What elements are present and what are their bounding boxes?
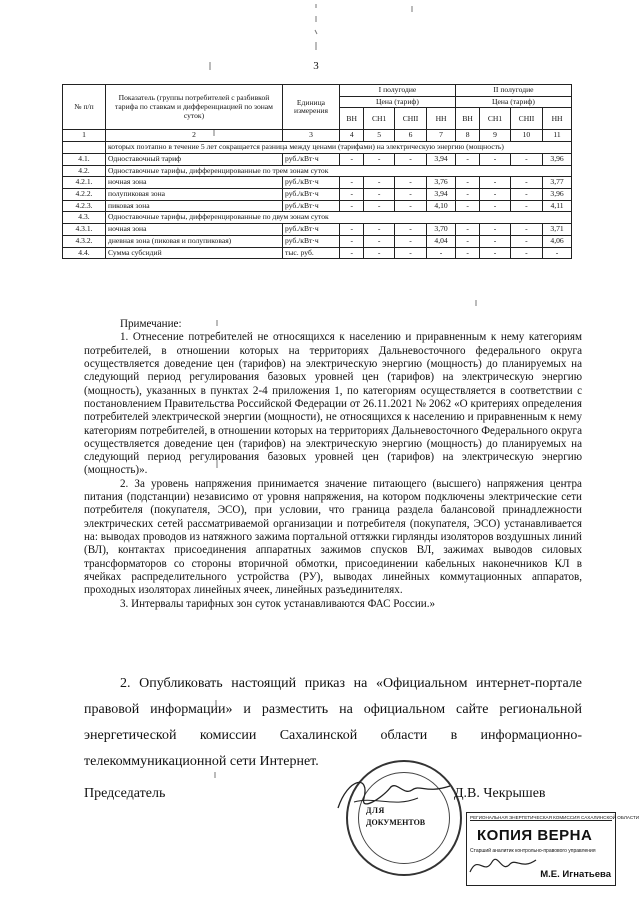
tariff-value: 3,96 [543,189,572,201]
table-row [63,200,572,212]
column-number: 8 [455,130,479,142]
tariff-value: 4,04 [427,235,456,247]
row-indicator: Сумма субсидий [106,247,283,259]
table-row [63,235,572,247]
col-header-indicator: Показатель (группы потребителей с разбивкой тарифа по ставкам и дифференциацией по зонам суток) [106,85,283,130]
intro-row [63,142,572,154]
row-unit: руб./кВт·ч [283,189,340,201]
stamp-organization: РЕГИОНАЛЬНАЯ ЭНЕРГЕТИЧЕСКАЯ КОМИССИЯ САХАЛИНСКОЙ ОБЛАСТИ [470,815,639,820]
column-number: 6 [394,130,426,142]
seal-text-1: ДЛЯ [366,806,385,815]
col-header-sn2: СНII [510,108,542,130]
col-header-sn1: СН1 [364,108,394,130]
tariff-value: - [340,153,364,165]
tariff-value: - [455,177,479,189]
col-header-half1: I полугодие [340,85,456,97]
tariff-value: - [510,200,542,212]
page-number: 3 [313,60,319,72]
row-unit: руб./кВт·ч [283,153,340,165]
row-indicator: ночная зона [106,224,283,236]
tariff-value: - [340,235,364,247]
tariff-value: - [510,224,542,236]
tariff-value: 3,76 [427,177,456,189]
row-unit: тыс. руб. [283,247,340,259]
tariff-value: - [394,200,426,212]
tariff-value: 4,06 [543,235,572,247]
tariff-value: - [510,177,542,189]
tariff-value: - [364,153,394,165]
tariff-value: - [340,247,364,259]
tariff-value: - [364,235,394,247]
tariff-value: - [480,224,510,236]
tariff-value: - [510,153,542,165]
row-number: 4.3.2. [63,235,106,247]
row-indicator: полупиковая зона [106,189,283,201]
row-unit: руб./кВт·ч [283,200,340,212]
tariff-value: 4,11 [543,200,572,212]
notes-heading: Примечание: [120,318,182,330]
intro-text: которых поэтапно в течение 5 лет сокращается разница между ценами (тарифами) на электрическую энергию (мощность) [106,142,572,154]
row-indicator: Одноставочные тарифы, дифференцированные по двум зонам суток [106,212,572,224]
row-number: 4.2.1. [63,177,106,189]
row-number: 4.4. [63,247,106,259]
table-row [63,189,572,201]
tariff-value: - [455,153,479,165]
signatory-name: Д.В. Чекрышев [454,786,546,801]
column-number: 3 [283,130,340,142]
tariff-value: - [394,235,426,247]
tariff-value: - [394,177,426,189]
tariff-value: - [480,189,510,201]
tariff-value: 4,10 [427,200,456,212]
tariff-value: - [510,235,542,247]
tariff-value: - [364,200,394,212]
col-header-vn: ВН [455,108,479,130]
col-header-num: № п/п [63,85,106,130]
col-header-nn: НН [543,108,572,130]
tariff-value: - [394,247,426,259]
column-number: 9 [480,130,510,142]
note-2: 2. За уровень напряжения принимается значение питающего (высшего) напряжения центра питания (подстанции) независимо от уровня напряжения, на котором подключены электрические сети потребителя (покупателя, ЭСО), при условии, что граница раздела балансовой принадлежности электрических сетей рассматриваемой организации и потребителя (покупателя, ЭСО) устанавливается на: выводах проводов из натяжного зажима портальной оттяжки гирлянды изоляторов воздушных линий (ВЛ), контактах присоединения аппаратных зажимов спусков ВЛ, зажимах выводов силовых трансформаторов со стороны вторичной обмотки, присоединении кабельных наконечников КЛ в ячейках распределительного устройства (РУ), выводах линейных коммутационных аппаратов, проходных изоляторах линейных ячеек, линейных разъединителях. [84,477,582,597]
tariff-value: - [543,247,572,259]
chairman-signature [334,768,454,820]
tariff-value: 3,94 [427,153,456,165]
tariff-value: - [340,200,364,212]
tariff-value: - [480,247,510,259]
tariff-value: - [364,224,394,236]
tariff-table [62,84,572,259]
tariff-value: 3,71 [543,224,572,236]
row-unit: руб./кВт·ч [283,235,340,247]
signatory-position: Председатель [84,786,166,801]
table-row [63,212,572,224]
table-row [63,165,572,177]
row-number: 4.2. [63,165,106,177]
stamp-role: Старший аналитик контрольно-правового управления [470,848,596,854]
note-3: 3. Интервалы тарифных зон суток устанавливаются ФАС России.» [120,597,436,610]
tariff-value: - [364,177,394,189]
tariff-value: - [394,189,426,201]
tariff-value: - [480,153,510,165]
stamp-title: КОПИЯ ВЕРНА [477,827,593,844]
seal-text-2: ДОКУМЕНТОВ [366,818,426,827]
tariff-value: - [364,247,394,259]
row-number: 4.2.2. [63,189,106,201]
tariff-value: 3,96 [543,153,572,165]
tariff-value: - [510,247,542,259]
tariff-value: - [340,224,364,236]
tariff-value: - [394,153,426,165]
column-number: 1 [63,130,106,142]
col-header-vn: ВН [340,108,364,130]
tariff-value: 3,94 [427,189,456,201]
stamp-name: М.Е. Игнатьева [540,869,611,880]
tariff-value: - [455,224,479,236]
row-indicator: пиковая зона [106,200,283,212]
col-header-price2: Цена (тариф) [455,96,571,108]
row-indicator: Одноставочный тариф [106,153,283,165]
tariff-value: - [340,177,364,189]
publication-paragraph: 2. Опубликовать настоящий приказ на «Официальном интернет-портале правовой информации» и разместить на официальном сайте региональной энергетической комиссии Сахалинской области в информационно-телекоммуникационной сети Интернет. [84,676,582,769]
row-number: 4.3.1. [63,224,106,236]
table-row [63,153,572,165]
tariff-value: - [364,189,394,201]
tariff-value: - [340,189,364,201]
tariff-value: - [480,177,510,189]
note-1: 1. Отнесение потребителей не относящихся к населению и приравненным к нему категориям потребителей, в отношении которых на территориях Дальневосточного федерального округа осуществляется доведение цен (тарифов) на электрическую энергию (мощность) до планируемых на следующий период регулирования базовых уровней цен (тарифов) на электрическую энергию (мощность), указанных в пунктах 2-4 приложения 1, по категориям осуществляется в соответствии с постановлением Правительства Российской Федерации от 26.11.2021 № 2062 «О критериях определения потребителей электрической энергии (мощности), не относящихся к населению и приравненным к нему категориям потребителей, в отношении которых на территориях Дальневосточного Федерального округа осуществляется доведение цен (тарифов) на электрическую энергию (мощность) до планируемых на следующий период регулирования базовых уровней цен (тарифов) на электрическую энергию (мощность)». [84,331,582,477]
tariff-value: - [455,189,479,201]
row-indicator: Одноставочные тарифы, дифференцированные по трем зонам суток [106,165,572,177]
col-header-nn: НН [427,108,456,130]
tariff-value: - [480,200,510,212]
col-header-sn2: СНII [394,108,426,130]
tariff-value: - [510,189,542,201]
tariff-value: - [394,224,426,236]
tariff-value: - [455,247,479,259]
tariff-value: 3,77 [543,177,572,189]
col-header-half2: II полугодие [455,85,571,97]
row-number: 4.1. [63,153,106,165]
table-row [63,224,572,236]
column-number: 2 [106,130,283,142]
row-indicator: дневная зона (пиковая и полупиковая) [106,235,283,247]
table-row [63,177,572,189]
col-header-sn1: СН1 [480,108,510,130]
tariff-value: 3,70 [427,224,456,236]
tariff-value: - [427,247,456,259]
column-number: 10 [510,130,542,142]
row-number: 4.2.3. [63,200,106,212]
notes-section [84,318,582,611]
column-number: 7 [427,130,456,142]
row-indicator: ночная зона [106,177,283,189]
certifier-signature [468,850,538,880]
column-number: 11 [543,130,572,142]
col-header-price1: Цена (тариф) [340,96,456,108]
tariff-value: - [480,235,510,247]
table-row [63,247,572,259]
row-unit: руб./кВт·ч [283,177,340,189]
column-number-row [63,130,572,142]
column-number: 5 [364,130,394,142]
column-number: 4 [340,130,364,142]
row-number: 4.3. [63,212,106,224]
tariff-value: - [455,200,479,212]
col-header-unit: Единица измерения [283,85,340,130]
row-unit: руб./кВт·ч [283,224,340,236]
tariff-value: - [455,235,479,247]
